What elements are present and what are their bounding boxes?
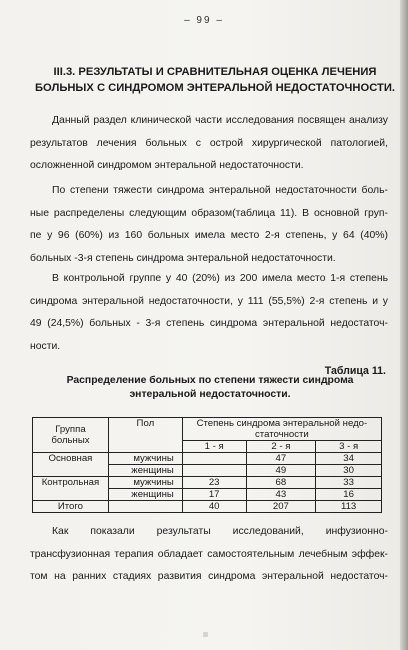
text-line: В контрольной группе у 40 (20%) из 200 имела место 1-я степень bbox=[52, 273, 388, 284]
sex-men: мужчины bbox=[108, 453, 182, 465]
section-heading bbox=[30, 64, 400, 96]
total-sex-empty bbox=[108, 501, 182, 513]
paragraph-conclusion bbox=[30, 521, 388, 589]
text-line: ные распределены следующим образом(таблица 11). В основной груп- bbox=[30, 207, 388, 219]
header-grade3: 3 - я bbox=[316, 441, 382, 453]
table-total-row bbox=[33, 501, 382, 513]
text-line: Как показали результаты исследований, инфузионно- bbox=[52, 526, 388, 537]
cell-value: 49 bbox=[246, 465, 316, 477]
cell-value: 17 bbox=[182, 489, 246, 501]
severity-table bbox=[32, 417, 382, 513]
cell-value: 43 bbox=[246, 489, 316, 501]
cell-value bbox=[182, 465, 246, 477]
page-edge-shadow bbox=[400, 0, 408, 650]
cell-value: 30 bbox=[316, 465, 382, 477]
table-title bbox=[40, 374, 380, 402]
cell-value bbox=[182, 453, 246, 465]
cell-value: 33 bbox=[316, 477, 382, 489]
table-title-line1: Распределение больных по степени тяжести синдрома bbox=[66, 375, 354, 386]
text-line: 49 (24,5%) больных - 3-я степень синдрома энтеральной недостаточ- bbox=[30, 318, 388, 329]
cell-value: 47 bbox=[246, 453, 316, 465]
header-group: Группа больных bbox=[33, 418, 109, 453]
header-grade2: 2 - я bbox=[246, 441, 316, 453]
text-line: осложненной синдромом энтеральной недостаточности. bbox=[30, 160, 304, 171]
table-label: Таблица 11. bbox=[324, 365, 386, 377]
header-sex: Пол bbox=[108, 418, 182, 453]
group-control: Контрольная bbox=[33, 477, 109, 501]
cell-value: 34 bbox=[316, 453, 382, 465]
text-line: синдрома энтеральной недостаточности, у 111 (55,5%) 2-я степень и у bbox=[30, 295, 388, 307]
sex-women: женщины bbox=[108, 489, 182, 501]
text-line: трансфузионная терапия обладает самостоятельным лечебным эффек- bbox=[30, 548, 388, 560]
table-title-line2: энтеральной недостаточности. bbox=[129, 389, 291, 400]
table-row bbox=[33, 453, 382, 465]
paragraph-main-group bbox=[30, 180, 388, 270]
cell-value: 113 bbox=[316, 501, 382, 513]
scan-speck bbox=[203, 632, 208, 637]
sex-women: женщины bbox=[108, 465, 182, 477]
text-line: том на ранних стадиях развития синдрома энтеральной недостаточ- bbox=[30, 571, 388, 582]
paragraph-control-group bbox=[30, 268, 388, 358]
cell-value: 23 bbox=[182, 477, 246, 489]
cell-value: 207 bbox=[246, 501, 316, 513]
header-grade1: 1 - я bbox=[182, 441, 246, 453]
cell-value: 40 bbox=[182, 501, 246, 513]
paragraph-intro bbox=[30, 110, 388, 178]
text-line: результатов лечения больных с острой хирургической патологией, bbox=[30, 137, 388, 149]
text-line: пе у 96 (60%) из 160 больных имела место 2-я степень, у 64 (40%) bbox=[30, 230, 388, 241]
page-number: – 99 – bbox=[184, 15, 224, 26]
table-row bbox=[33, 477, 382, 489]
table-header-row bbox=[33, 418, 382, 441]
cell-value: 68 bbox=[246, 477, 316, 489]
cell-value: 16 bbox=[316, 489, 382, 501]
sex-men: мужчины bbox=[108, 477, 182, 489]
text-line: больных -3-я степень синдрома энтеральной недостаточности. bbox=[30, 252, 336, 264]
text-line: ности. bbox=[30, 340, 61, 352]
text-line: Данный раздел клинической части исследования посвящен анализу bbox=[52, 115, 388, 126]
total-label: Итого bbox=[33, 501, 109, 513]
text-line: По степени тяжести синдрома энтеральной недостаточности боль- bbox=[52, 185, 388, 196]
header-severity: Степень синдрома энтеральной недо-статочности bbox=[182, 418, 381, 441]
section-heading-line2: БОЛЬНЫХ С СИНДРОМОМ ЭНТЕРАЛЬНОЙ НЕДОСТАТОЧНОСТИ. bbox=[35, 82, 395, 94]
section-heading-line1: III.3. РЕЗУЛЬТАТЫ И СРАВНИТЕЛЬНАЯ ОЦЕНКА ЛЕЧЕНИЯ bbox=[53, 66, 377, 78]
group-main: Основная bbox=[33, 453, 109, 477]
